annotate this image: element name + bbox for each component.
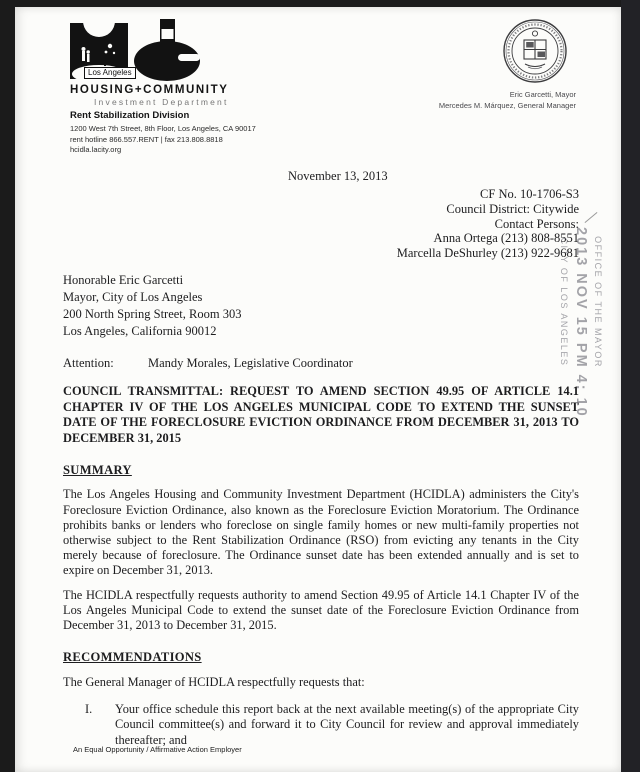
logo-city-label: Los Angeles (84, 67, 136, 79)
hcidla-logo (70, 19, 290, 107)
division-name: Rent Stabilization Division (70, 110, 190, 121)
logo-right-glyph-icon (134, 19, 200, 81)
eeo-footer: An Equal Opportunity / Affirmative Action Employer (73, 745, 242, 754)
mayor-name: Eric Garcetti, Mayor (509, 90, 576, 99)
contact-persons-label: Contact Persons: (494, 216, 579, 231)
division-address: 1200 West 7th Street, 8th Floor, Los Angeles, CA 90017 (70, 124, 256, 133)
officials-block (439, 90, 576, 111)
recommendation-item-1-text: Your office schedule this report back at the next available meeting(s) of the appropriate City Council committee(s) and forward it to City Council for review and approval immediately thereafter; and (115, 702, 579, 747)
recommendations-intro: The General Manager of HCIDLA respectfully requests that: (63, 675, 365, 690)
scan-frame-left (0, 0, 15, 772)
stamp-datetime-line: 2013 NOV 15 PM 4: 10 (573, 227, 589, 418)
recommendation-item-1-number: I. (85, 702, 93, 717)
scan-frame-right (621, 0, 640, 772)
stamp-city-line: CITY OF LOS ANGELES (559, 237, 569, 367)
cf-number: CF No. 10-1706-S3 (480, 187, 579, 201)
logo-org-name: HOUSING+COMMUNITY (70, 84, 229, 96)
summary-paragraph-2: The HCIDLA respectfully requests authority to amend Section 49.95 of Article 14.1 Chapter IV of the Los Angeles Municipal Code to extend the sunset date of the Foreclosure Eviction Ordinance from December 31, 2013 to December 31, 2015. (63, 587, 579, 632)
contact-person-1: Anna Ortega (213) 808-8551 (433, 231, 579, 246)
recommendation-item-1 (63, 702, 579, 748)
logo-org-subtitle: Investment Department (94, 97, 229, 107)
reference-block (63, 187, 579, 261)
attention-label: Attention: (63, 355, 114, 370)
general-manager-name: Mercedes M. Márquez, General Manager (438, 100, 576, 110)
division-website: hcidla.lacity.org (70, 145, 122, 154)
recipient-street: 200 North Spring Street, Room 303 (63, 306, 242, 321)
attention-value: Mandy Morales, Legislative Coordinator (148, 355, 353, 370)
division-block (70, 110, 256, 156)
summary-paragraph-1: The Los Angeles Housing and Community Investment Department (HCIDLA) administers the City's Foreclosure Eviction Ordinance, also known as the Foreclosure Eviction Moratorium. The Ordinance prohibits banks or lenders who foreclose on single family homes or new multi-family properties not otherwise subject to the Rent Stabilization Ordinance (RSO) from evicting any tenants in the City merely because of foreclosure. The Ordinance sunset date has been extended annually and is set to expire on December 31, 2013. (63, 487, 579, 578)
summary-heading: SUMMARY (63, 463, 132, 478)
letter-date: November 13, 2013 (288, 169, 388, 183)
letterhead (15, 13, 621, 163)
recipient-name: Honorable Eric Garcetti (63, 272, 184, 287)
division-phone-fax: rent hotline 866.557.RENT | fax 213.808.8818 (70, 134, 223, 144)
attention-line (63, 356, 579, 371)
subject-line: COUNCIL TRANSMITTAL: REQUEST TO AMEND SECTION 49.95 OF ARTICLE 14.1 CHAPTER IV OF THE LOS ANGELES MUNICIPAL CODE TO EXTEND THE SUNSET DATE OF THE FORECLOSURE EVICTION ORDINANCE FROM DECEMBER 31, 2013 TO DECEMBER 31, 2015 (63, 383, 579, 445)
document-page (15, 7, 621, 772)
scan-frame-top (0, 0, 640, 7)
contact-person-2: Marcella DeShurley (213) 922-9681 (396, 246, 579, 261)
council-district: Council District: Citywide (446, 201, 579, 216)
recommendations-heading: RECOMMENDATIONS (63, 650, 202, 665)
city-seal-icon (501, 17, 569, 90)
recipient-city: Los Angeles, California 90012 (63, 323, 217, 338)
stamp-office-line: OFFICE OF THE MAYOR (593, 236, 603, 368)
recipient-title: Mayor, City of Los Angeles (63, 289, 203, 304)
recipient-block (63, 272, 579, 340)
